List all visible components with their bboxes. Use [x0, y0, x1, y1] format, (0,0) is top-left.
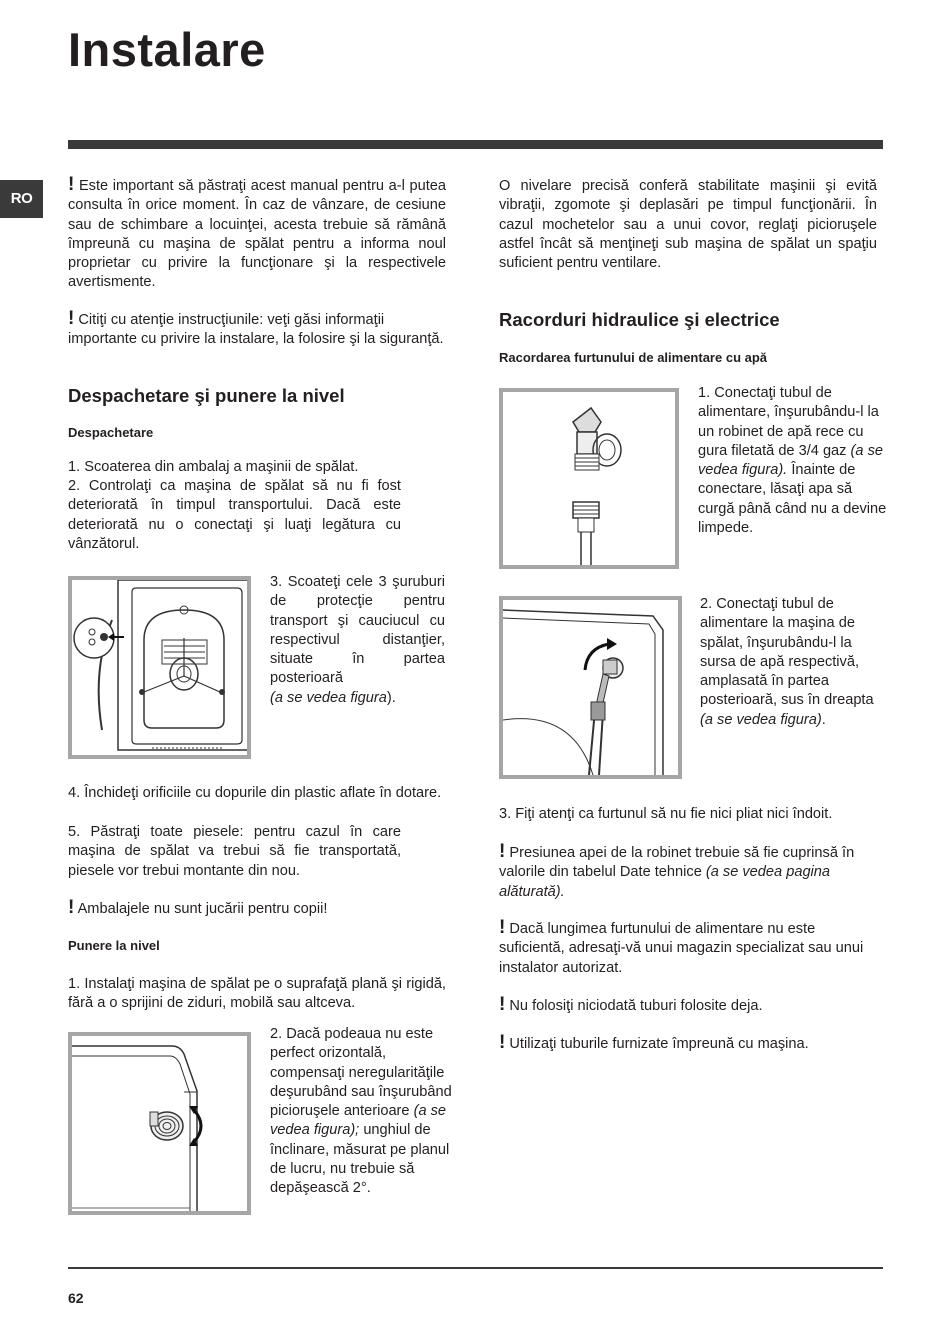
- warning-icon: !: [68, 897, 75, 918]
- hose-step-2: 2. Conectaţi tubul de alimentare la maşina de spălat, înşurubându-l la sursa de apă respectivă, amplasată în partea posterioară, sus în dreapta (a se vedea figura).: [700, 596, 874, 728]
- figure-leveling-feet: [68, 1032, 251, 1215]
- warning-icon: !: [499, 1032, 506, 1053]
- unpack-step-1: 1. Scoaterea din ambalaj a maşinii de spălat.: [68, 459, 359, 475]
- level-precision-text: O nivelare precisă conferă stabilitate maşinii şi evită vibraţii, zgomote şi deplasări pe timpul funcţionării. În cazul mochetelor sau a unui covor, reglaţi picioruşele astfel încât să menţineţi sub maşina de spălat un spaţiu suficient pentru ventilare.: [499, 178, 877, 272]
- header-rule: [68, 140, 883, 149]
- warning-icon: !: [68, 174, 75, 195]
- warning-packaging: ! Ambalajele nu sunt jucării pentru copii!: [68, 897, 328, 918]
- unpack-step-4: 4. Închideţi orificiile cu dopurile din plastic aflate în dotare.: [68, 785, 442, 801]
- page-title: Instalare: [68, 23, 266, 76]
- warning-icon: !: [499, 841, 506, 862]
- warning-keep-manual: ! Este important să păstraţi acest manual pentru a-l putea consulta în orice moment. În caz de vânzare, de cesiune sau de schimbare a locuinţei, acesta trebuie să rămână împreună cu maşina de spălat pentru a informa noul proprietar cu privire la funcţionare şi la respectivele avertismente.: [68, 174, 447, 291]
- warning-icon: !: [499, 917, 506, 938]
- unpack-step-2: 2. Controlaţi ca maşina de spălat să nu fi fost deteriorată în timpul transportului. Dacă este deteriorată nu o conectaţi şi luaţi legătura cu vânzătorul.: [68, 478, 401, 552]
- warning-used-hoses: ! Nu folosiţi niciodată tuburi folosite deja.: [499, 994, 763, 1015]
- figure-machine-connection: [499, 596, 682, 779]
- page-number: 62: [68, 1290, 84, 1306]
- heading-connections: Racorduri hidraulice şi electrice: [499, 309, 780, 330]
- level-step-1: 1. Instalaţi maşina de spălat pe o suprafaţă plană şi rigidă, fără a o sprijini de ziduri, mobilă sau altceva.: [68, 976, 446, 1012]
- hose-step-1: 1. Conectaţi tubul de alimentare, înşurubându-l la un robinet de apă rece cu gura filetată de 3/4 gaz (a se vedea figura). Înainte de conectare, lăsaţi apa să curgă până când nu a devine limpede.: [698, 385, 887, 537]
- warning-read-instructions: ! Citiţi cu atenţie instrucţiunile: veţi găsi informaţii importante cu privire la instalare, la folosire şi la siguranţă.: [68, 308, 444, 348]
- figure-tap-connection: [499, 388, 679, 569]
- level-step-2: 2. Dacă podeaua nu este perfect orizontală, compensaţi neregularităţile deşurubând sau înşurubând picioruşele anterioare (a se vedea figura); unghiul de înclinare, măsurat pe planul de lucru, nu trebuie să depăşească 2°.: [270, 1026, 452, 1197]
- heading-unpack-level: Despachetare şi punere la nivel: [68, 385, 345, 406]
- language-tab: RO: [0, 180, 43, 218]
- figure-transport-screws: [68, 576, 251, 759]
- warning-supplied-hoses: ! Utilizaţi tuburile furnizate împreună cu maşina.: [499, 1032, 809, 1053]
- subheading-level: Punere la nivel: [68, 938, 160, 953]
- footer-rule: [68, 1267, 883, 1269]
- warning-hose-length: ! Dacă lungimea furtunului de alimentare nu este suficientă, adresaţi-vă unui magazin specializat sau unui instalator autorizat.: [499, 917, 864, 976]
- unpack-step-5: 5. Păstraţi toate piesele: pentru cazul în care maşina de spălat va trebui să fie transportată, piesele vor trebui montante din nou.: [68, 824, 401, 879]
- subheading-unpack: Despachetare: [68, 425, 154, 440]
- subheading-water-hose: Racordarea furtunului de alimentare cu apă: [499, 350, 768, 365]
- hose-step-3: 3. Fiţi atenţi ca furtunul să nu fie nici pliat nici îndoit.: [499, 806, 833, 822]
- unpack-step-3: 3. Scoateţi cele 3 şuruburi de protecţie pentru transport şi cauciucul cu respectivul distanţier, situate în partea posterioară (a se vedea figura).: [270, 574, 445, 706]
- warning-icon: !: [499, 994, 506, 1015]
- warning-pressure: ! Presiunea apei de la robinet trebuie să fie cuprinsă în valorile din tabelul Date tehnice (a se vedea pagina alăturată).: [499, 841, 855, 900]
- warning-icon: !: [68, 308, 75, 329]
